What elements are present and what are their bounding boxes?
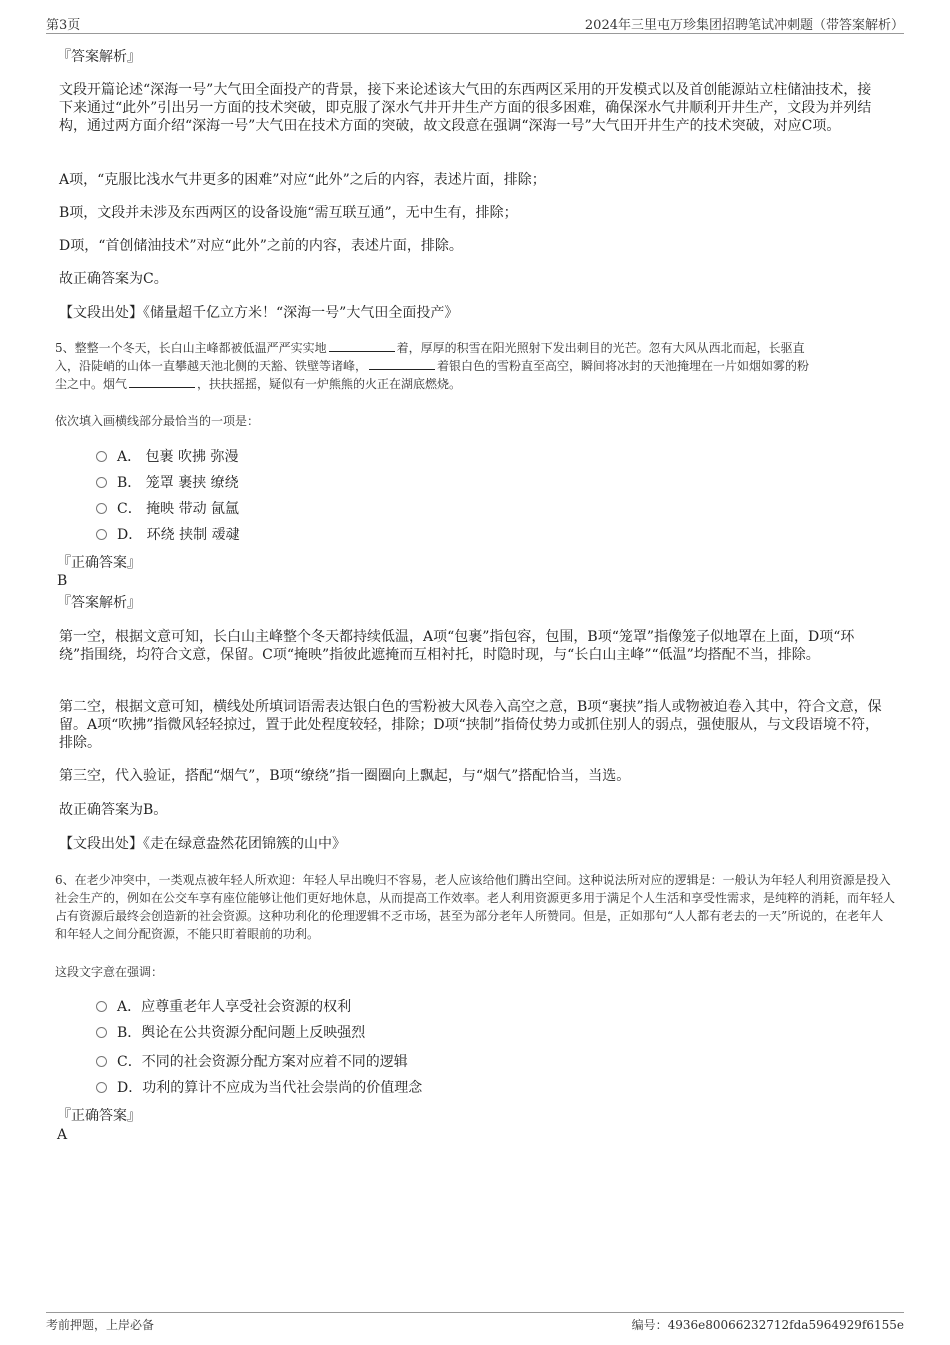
q6-option-b[interactable]: B．舆论在公共资源分配问题上反映强烈 [96,1024,365,1042]
q5-option-b[interactable]: B． 笼罩 裹挟 缭绕 [96,474,239,492]
q5-answer: B [57,573,68,589]
q5-answer-label: 『正确答案』 [57,555,141,571]
q6-option-a[interactable]: A．应尊重老年人享受社会资源的权利 [96,998,351,1016]
q4-analysis-b: B项，文段并未涉及东西两区的设备设施“需互联互通”，无中生有，排除； [59,205,518,221]
q5-blank-3 [129,375,195,388]
q5-source: 【文段出处】《走在绿意盎然花团锦簇的山中》 [59,836,346,852]
q5-option-c[interactable]: C． 掩映 带动 氤氲 [96,500,239,518]
radio-icon[interactable] [96,477,107,488]
q4-conclusion: 故正确答案为C。 [59,271,168,287]
q6-option-d[interactable]: D．功利的算计不应成为当代社会崇尚的价值理念 [96,1079,422,1097]
radio-icon[interactable] [96,451,107,462]
radio-icon[interactable] [96,529,107,540]
radio-icon[interactable] [96,503,107,514]
document-title: 2024年三里屯万珍集团招聘笔试冲刺题（带答案解析） [584,18,904,33]
q6-prompt: 这段文字意在强调： [55,965,164,979]
page-number: 第3页 [46,18,81,33]
q5-analysis-para-3: 第三空，代入验证，搭配“烟气”，B项“缭绕”指一圈圈向上飘起，与“烟气”搭配恰当，当选。 [59,768,631,784]
radio-icon[interactable] [96,1001,107,1012]
q4-analysis-d: D项，“首创储油技术”对应“此外”之前的内容，表述片面，排除。 [59,238,463,254]
radio-icon[interactable] [96,1056,107,1067]
q5-option-a[interactable]: A． 包裹 吹拂 弥漫 [96,448,238,466]
q4-source: 【文段出处】《储量超千亿立方米！“深海一号”大气田全面投产》 [59,305,459,321]
q5-analysis-label: 『答案解析』 [57,595,141,611]
q6-option-c[interactable]: C．不同的社会资源分配方案对应着不同的逻辑 [96,1053,408,1071]
radio-icon[interactable] [96,1082,107,1093]
q6-answer: A [57,1127,68,1143]
page-header [46,14,904,34]
q5-conclusion: 故正确答案为B。 [59,802,168,818]
footer-slogan: 考前押题，上岸必备 [46,1318,155,1332]
radio-icon[interactable] [96,1027,107,1038]
q5-analysis-para-2: 第二空，根据文意可知，横线处所填词语需表达银白色的雪粉被大风卷入高空之意，B项“裹挟”指人或物被迫卷入其中，符合文意，保留。A项“吹拂”指微风轻轻掠过，置于此处程度较轻，排除；D项“挟制”指倚仗势力或抓住别人的弱点，强使服从，与文段语境不符，排除。 [59,699,882,751]
q5-blank-2 [369,357,435,370]
header-divider [46,33,904,34]
q4-analysis-label: 『答案解析』 [57,49,141,65]
q5-option-d[interactable]: D． 环绕 挟制 叆叇 [96,526,240,544]
q4-analysis-a: A项，“克服比浅水气井更多的困难”对应“此外”之后的内容，表述片面，排除； [59,172,546,188]
footer-divider [46,1312,904,1313]
q6-stem: 6、在老少冲突中，一类观点被年轻人所欢迎：年轻人早出晚归不容易，老人应该给他们腾出空间。这种说法所对应的逻辑是：一般认为年轻人利用资源是投入社会生产的，例如在公交车享有座位能够让他们更好地休息，从而提高工作效率。老人利用资源更多用于满足个人生活和享受性需求，是纯粹的消耗，而年轻人占有资源后最终会创造新的社会资源。这种功利化的伦理逻辑不乏市场，甚至为部分老年人所赞同。但是，正如那句“人人都有老去的一天”所说的，在老年人和年轻人之间分配资源，不能只盯着眼前的功利。 [55,873,896,941]
q5-blank-1 [329,339,395,352]
document-id: 编号：4936e80066232712fda5964929f6155e [631,1318,904,1332]
q4-analysis-para: 文段开篇论述“深海一号”大气田全面投产的背景，接下来论述该大气田的东西两区采用的开发模式以及首创能源站立柱储油技术，接下来通过“此外”引出另一方面的技术突破，即克服了深水气井开井生产方面的很多困难，确保深水气井顺利开井生产，文段为并列结构，通过两方面介绍“深海一号”大气田在技术方面的突破，故文段意在强调“深海一号”大气田开井生产的技术突破，对应C项。 [59,82,872,134]
q5-analysis-para-1: 第一空，根据文意可知，长白山主峰整个冬天都持续低温，A项“包裹”指包容，包围，B项“笼罩”指像笼子似地罩在上面，D项“环绕”指围绕，均符合文意，保留。C项“掩映”指彼此遮掩而互相衬托，时隐时现，与“长白山主峰”“低温”均搭配不当，排除。 [59,629,855,663]
q6-answer-label: 『正确答案』 [57,1108,141,1124]
q5-stem: 5、整整一个冬天，长白山主峰都被低温严严实实地 着，厚厚的积雪在阳光照射下发出刺目的光芒。忽有大风从西北而起，长驱直 入，沿陡峭的山体一直攀越天池北侧的天豁、铁壁等诸峰， 着银白色的雪粉直至高空，瞬间将冰封的天池掩埋在一片如烟如雾的粉 尘之中。烟气 ，扶扶摇摇，疑似有一炉熊熊的火正在湖底燃烧。 [55,341,810,391]
q5-prompt: 依次填入画横线部分最恰当的一项是： [55,414,260,428]
